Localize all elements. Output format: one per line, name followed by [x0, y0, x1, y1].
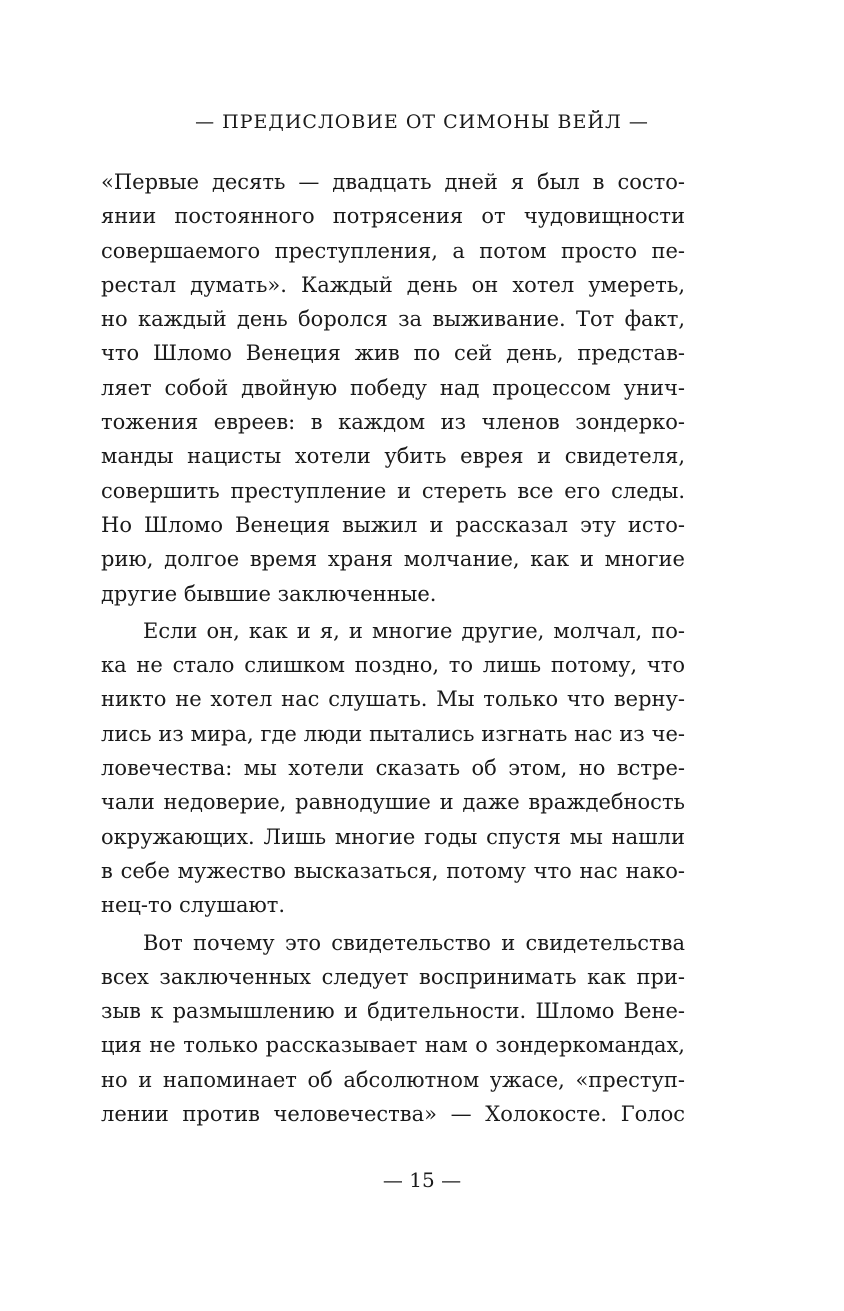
- paragraph-1-line-3: совершаемого преступления, а потом просто пе-: [101, 238, 685, 263]
- paragraph-3-line-2: всех заключенных следует воспринимать как при-: [101, 964, 685, 989]
- paragraph-1-line-1: «Первые десять — двадцать дней я был в состо-: [101, 170, 685, 194]
- paragraph-2-line-2: ка не стало слишком поздно, то лишь потому, что: [101, 653, 685, 678]
- paragraph-1-line-10: совершить преступление и стереть все его следы.: [101, 478, 685, 503]
- paragraph-2-line-7: окружающих. Лишь многие годы спустя мы нашли: [101, 824, 685, 849]
- paragraph-1-line-5: но каждый день боролся за выживание. Тот факт,: [101, 307, 685, 332]
- paragraph-1-line-9: манды нацисты хотели убить еврея и свидетеля,: [101, 444, 685, 469]
- paragraph-3-line-5: но и напоминает об абсолютном ужасе, «преступ-: [101, 1067, 685, 1092]
- paragraph-1-line-13: другие бывшие заключенные.: [101, 581, 437, 606]
- paragraph-3-line-4: ция не только рассказывает нам о зондеркомандах,: [101, 1033, 685, 1058]
- paragraph-3-line-3: зыв к размышлению и бдительности. Шломо Вене-: [101, 999, 685, 1024]
- paragraph-2-line-4: лись из мира, где люди пытались изгнать нас из че-: [101, 721, 685, 746]
- paragraph-1-line-8: тожения евреев: в каждом из членов зондерко-: [101, 410, 685, 435]
- paragraph-1-line-2: янии постоянного потрясения от чудовищности: [101, 204, 685, 229]
- paragraph-2-line-1: Если он, как и я, и многие другие, молчал, по-: [143, 618, 685, 643]
- paragraph-2-line-3: никто не хотел нас слушать. Мы только что верну-: [101, 687, 685, 712]
- running-head: — ПРЕДИСЛОВИЕ ОТ СИМОНЫ ВЕЙЛ —: [195, 111, 649, 133]
- paragraph-2-line-8: в себе мужество высказаться, потому что нас нако-: [101, 858, 685, 883]
- paragraph-1-line-12: рию, долгое время храня молчание, как и многие: [101, 547, 685, 572]
- body-text: [101, 165, 685, 1131]
- paragraph-1-line-6: что Шломо Венеция жив по сей день, представ-: [101, 341, 685, 366]
- paragraph-1-line-4: рестал думать». Каждый день он хотел умереть,: [101, 272, 685, 297]
- paragraph-3-line-1: Вот почему это свидетельство и свидетельства: [143, 930, 685, 955]
- paragraph-1-line-7: ляет собой двойную победу над процессом унич-: [101, 375, 685, 400]
- paragraph-2-line-5: ловечества: мы хотели сказать об этом, но встре-: [101, 756, 685, 781]
- page-number: — 15 —: [382, 1168, 462, 1192]
- paragraph-3-line-6: лении против человечества» — Холокосте. Голос: [101, 1102, 685, 1127]
- paragraph-2-line-9: нец-то слушают.: [101, 893, 286, 918]
- paragraph-1-line-11: Но Шломо Венеция выжил и рассказал эту исто-: [101, 512, 685, 537]
- paragraph-2-line-6: чали недоверие, равнодушие и даже враждебность: [101, 790, 685, 815]
